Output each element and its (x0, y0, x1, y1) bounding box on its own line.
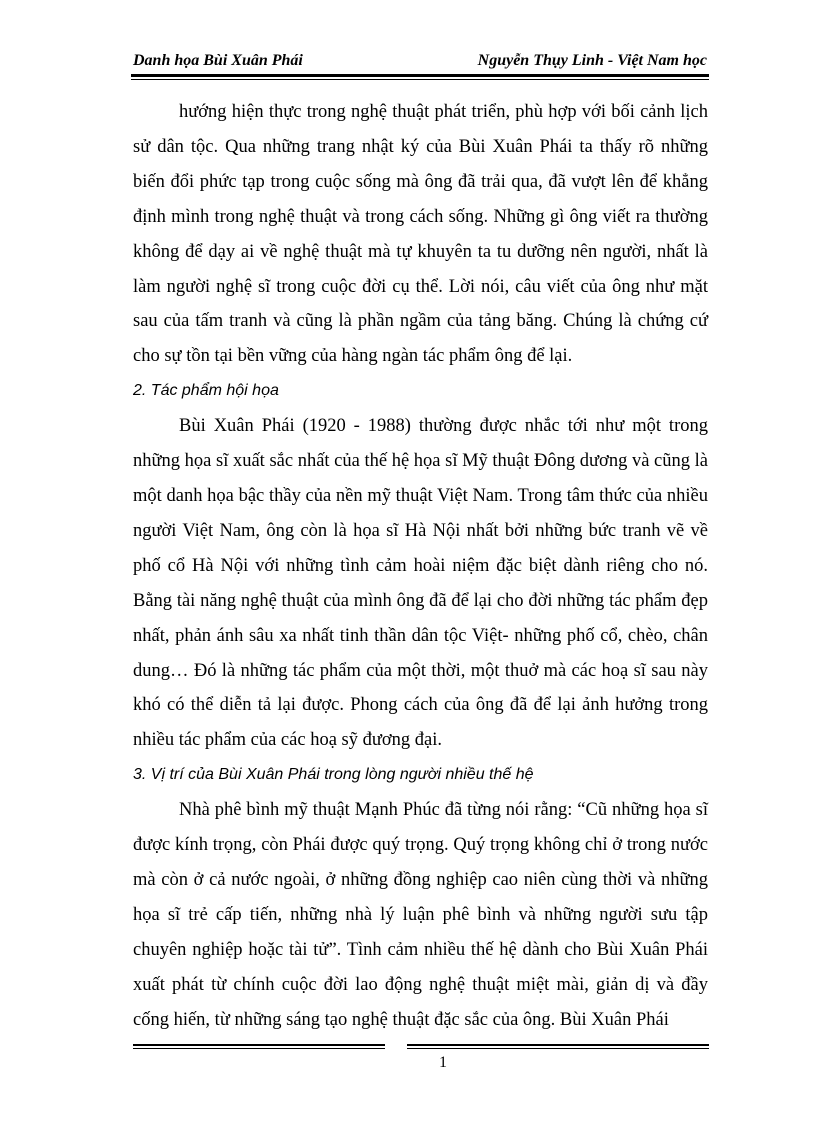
document-body (133, 95, 708, 1037)
header-rule-thin (131, 79, 709, 80)
page-header (131, 48, 709, 76)
footer-rule-thin (133, 1048, 709, 1049)
paragraph-1: hướng hiện thực trong nghệ thuật phát triển, phù hợp với bối cảnh lịch sử dân tộc. Qua những trang nhật ký của Bùi Xuân Phái ta thấy rõ những biến đổi phức tạp trong cuộc sống mà ông đã trải qua, đã vượt lên để khẳng định mình trong nghệ thuật và trong cách sống. Những gì ông viết ra thường không để dạy ai về nghệ thuật mà tự khuyên ta tu dưỡng nên người, nhất là làm người nghệ sĩ trong cuộc đời cụ thể. Lời nói, câu viết của ông như mặt sau của tấm tranh và cũng là phần ngầm của tảng băng. Chúng là chứng cứ cho sự tồn tại bền vững của hàng ngàn tác phẩm ông để lại. (133, 102, 708, 367)
footer-rule (133, 1044, 709, 1046)
header-title-right: Nguyễn Thụy Linh - Việt Nam học (477, 52, 707, 69)
page-number: 1 (439, 1054, 447, 1071)
header-title-left: Danh họa Bùi Xuân Phái (133, 52, 303, 69)
paragraph-2: Bùi Xuân Phái (1920 - 1988) thường được nhắc tới như một trong những họa sĩ xuất sắc nhất của thế hệ họa sĩ Mỹ thuật Đông dương và cũng là một danh họa bậc thầy của nền mỹ thuật Việt Nam. Trong tâm thức của nhiều người Việt Nam, ông còn là họa sĩ Hà Nội nhất bởi những bức tranh vẽ về phố cổ Hà Nội với những tình cảm hoài niệm đặc biệt dành riêng cho nó. Bằng tài năng nghệ thuật của mình ông đã để lại cho đời những tác phẩm đẹp nhất, phản ánh sâu xa nhất tinh thần dân tộc Việt- những phố cổ, chèo, chân dung… Đó là những tác phẩm của một thời, một thuở mà các hoạ sĩ sau này khó có thể diễn tả lại được. Phong cách của ông đã để lại ảnh hưởng trong nhiều tác phẩm của các hoạ sỹ đương đại. (133, 416, 708, 751)
header-rule (131, 74, 709, 77)
footer-rule-gap (385, 1043, 407, 1050)
section-heading-3: 3. Vị trí của Bùi Xuân Phái trong lòng người nhiều thế hệ (133, 766, 534, 784)
paragraph-3: Nhà phê bình mỹ thuật Mạnh Phúc đã từng nói rằng: “Cũ những họa sĩ được kính trọng, còn Phái được quý trọng. Quý trọng không chỉ ở trong nước mà còn ở cả nước ngoài, ở những đồng nghiệp cao niên cùng thời và những họa sĩ trẻ cấp tiến, những nhà lý luận phê bình và những người sưu tập chuyên nghiệp hoặc tài tử”. Tình cảm nhiều thế hệ dành cho Bùi Xuân Phái xuất phát từ chính cuộc đời lao động nghệ thuật miệt mài, giản dị và đầy cống hiến, từ những sáng tạo nghệ thuật đặc sắc của ông. Bùi Xuân Phái (133, 800, 708, 1030)
section-heading-2: 2. Tác phẩm hội họa (133, 382, 279, 400)
